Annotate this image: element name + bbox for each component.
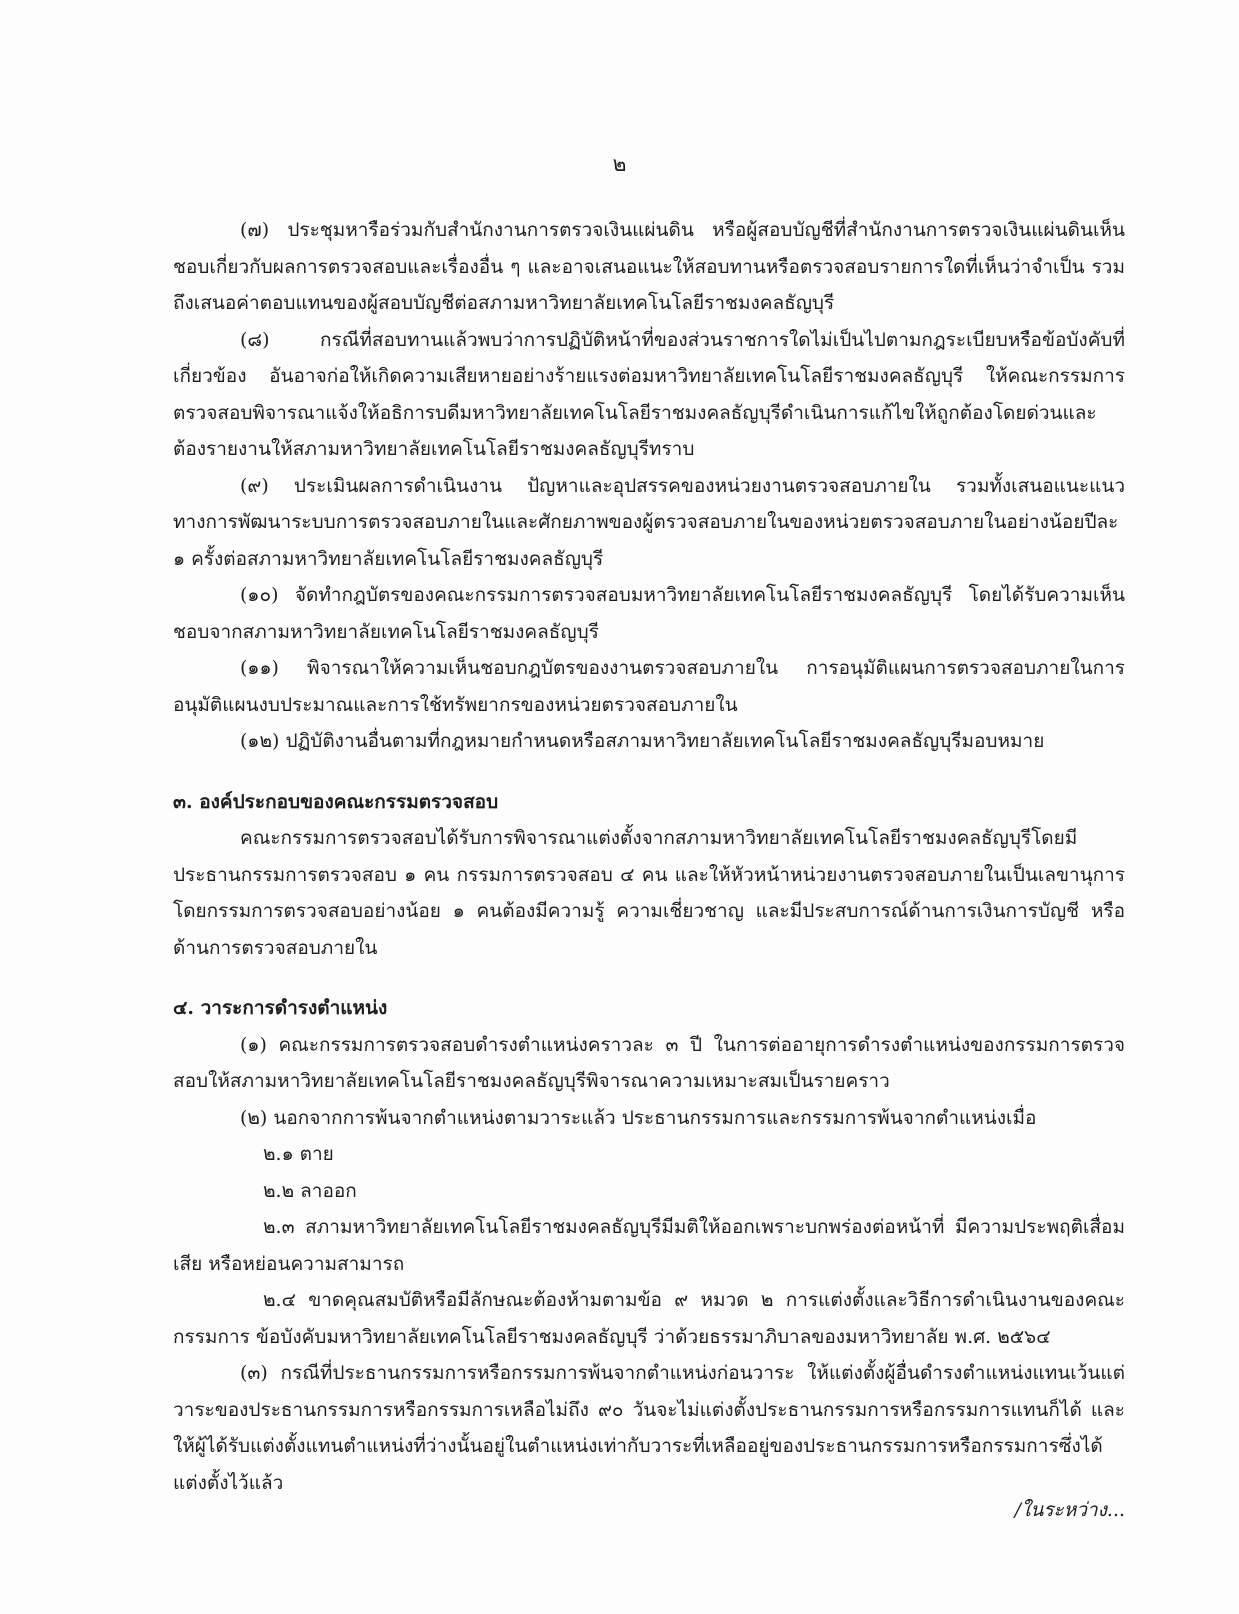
section-4-item-3: (๓) กรณีที่ประธานกรรมการหรือกรรมการพ้นจากตำแหน่งก่อนวาระ ให้แต่งตั้งผู้อื่นดำรงตำแหน่งแทนเว้นแต่วาระของประธานกรรมการหรือกรรมการเหลือไม่ถึง ๙๐ วันจะไม่แต่งตั้งประธานกรรมการหรือกรรมการแทนก็ได้ และให้ผู้ได้รับแต่งตั้งแทนตำแหน่งที่ว่างนั้นอยู่ในตำแหน่งเท่ากับวาระที่เหลืออยู่ของประธานกรรมการหรือกรรมการซึ่งได้แต่งตั้งไว้แล้ว [173,1362,1125,1494]
item-9: (๙) ประเมินผลการดำเนินงาน ปัญหาและอุปสรรคของหน่วยงานตรวจสอบภายใน รวมทั้งเสนอแนะแนวทางการพัฒนาระบบการตรวจสอบภายในและศักยภาพของผู้ตรวจสอบภายในของหน่วยตรวจสอบภายในอย่างน้อยปีละ ๑ ครั้งต่อสภามหาวิทยาลัยเทคโนโลยีราชมงคลธัญบุรี [173,474,1125,570]
section-4-sub-2-2: ๒.๒ ลาออก [263,1179,357,1202]
item-11: (๑๑) พิจารณาให้ความเห็นชอบกฎบัตรของงานตรวจสอบภายใน การอนุมัติแผนการตรวจสอบภายในการอนุมัติแผนงบประมาณและการใช้ทรัพยากรของหน่วยตรวจสอบภายใน [173,657,1125,716]
page-number: ๒ [612,152,627,176]
section-4-item-2: (๒) นอกจากการพ้นจากตำแหน่งตามวาระแล้ว ประธานกรรมการและกรรมการพ้นจากตำแหน่งเมื่อ [240,1106,1037,1129]
section-4-sub-2-1: ๒.๑ ตาย [263,1143,334,1165]
item-12: (๑๒) ปฏิบัติงานอื่นตามที่กฎหมายกำหนดหรือสภามหาวิทยาลัยเทคโนโลยีราชมงคลธัญบุรีมอบหมาย [240,730,1045,752]
document-body [173,212,1125,1501]
section-4-heading: ๔. วาระการดำรงตำแหน่ง [173,997,388,1019]
section-3-heading: ๓. องค์ประกอบของคณะกรรมตรวจสอบ [173,790,499,813]
section-4-sub-2-3: ๒.๓ สภามหาวิทยาลัยเทคโนโลยีราชมงคลธัญบุรีมีมติให้ออกเพราะบกพร่องต่อหน้าที่ มีความประพฤติเสื่อมเสีย หรือหย่อนความสามารถ [173,1216,1125,1275]
item-10: (๑๐) จัดทำกฎบัตรของคณะกรรมการตรวจสอบมหาวิทยาลัยเทคโนโลยีราชมงคลธัญบุรี โดยได้รับความเห็นชอบจากสภามหาวิทยาลัยเทคโนโลยีราชมงคลธัญบุรี [173,584,1125,643]
section-4-item-1: (๑) คณะกรรมการตรวจสอบดำรงตำแหน่งคราวละ ๓ ปี ในการต่ออายุการดำรงตำแหน่งของกรรมการตรวจสอบให้สภามหาวิทยาลัยเทคโนโลยีราชมงคลธัญบุรีพิจารณาความเหมาะสมเป็นรายคราว [173,1033,1125,1092]
section-3-text: คณะกรรมการตรวจสอบได้รับการพิจารณาแต่งตั้งจากสภามหาวิทยาลัยเทคโนโลยีราชมงคลธัญบุรีโดยมีประธานกรรมการตรวจสอบ ๑ คน กรรมการตรวจสอบ ๔ คน และให้หัวหน้าหน่วยงานตรวจสอบภายในเป็นเลขานุการ โดยกรรมการตรวจสอบอย่างน้อย ๑ คนต้องมีความรู้ ความเชี่ยวชาญ และมีประสบการณ์ด้านการเงินการบัญชี หรือด้านการตรวจสอบภายใน [173,827,1125,959]
section-4-sub-2-4: ๒.๔ ขาดคุณสมบัติหรือมีลักษณะต้องห้ามตามข้อ ๙ หมวด ๒ การแต่งตั้งและวิธีการดำเนินงานของคณะกรรมการ ข้อบังคับมหาวิทยาลัยเทคโนโลยีราชมงคลธัญบุรี ว่าด้วยธรรมาภิบาลของมหาวิทยาลัย พ.ศ. ๒๕๖๔ [173,1289,1125,1348]
continuation-note: /ในระหว่าง... [1014,1499,1125,1521]
item-7: (๗) ประชุมหารือร่วมกับสำนักงานการตรวจเงินแผ่นดิน หรือผู้สอบบัญชีที่สำนักงานการตรวจเงินแผ่นดินเห็นชอบเกี่ยวกับผลการตรวจสอบและเรื่องอื่น ๆ และอาจเสนอแนะให้สอบทานหรือตรวจสอบรายการใดที่เห็นว่าจำเป็น รวมถึงเสนอค่าตอบแทนของผู้สอบบัญชีต่อสภามหาวิทยาลัยเทคโนโลยีราชมงคลธัญบุรี [173,219,1125,314]
item-8: (๘) กรณีที่สอบทานแล้วพบว่าการปฏิบัติหน้าที่ของส่วนราชการใดไม่เป็นไปตามกฎระเบียบหรือข้อบังคับที่เกี่ยวข้อง อันอาจก่อให้เกิดความเสียหายอย่างร้ายแรงต่อมหาวิทยาลัยเทคโนโลยีราชมงคลธัญบุรี ให้คณะกรรมการตรวจสอบพิจารณาแจ้งให้อธิการบดีมหาวิทยาลัยเทคโนโลยีราชมงคลธัญบุรีดำเนินการแก้ไขให้ถูกต้องโดยด่วนและต้องรายงานให้สภามหาวิทยาลัยเทคโนโลยีราชมงคลธัญบุรีทราบ [173,328,1125,460]
